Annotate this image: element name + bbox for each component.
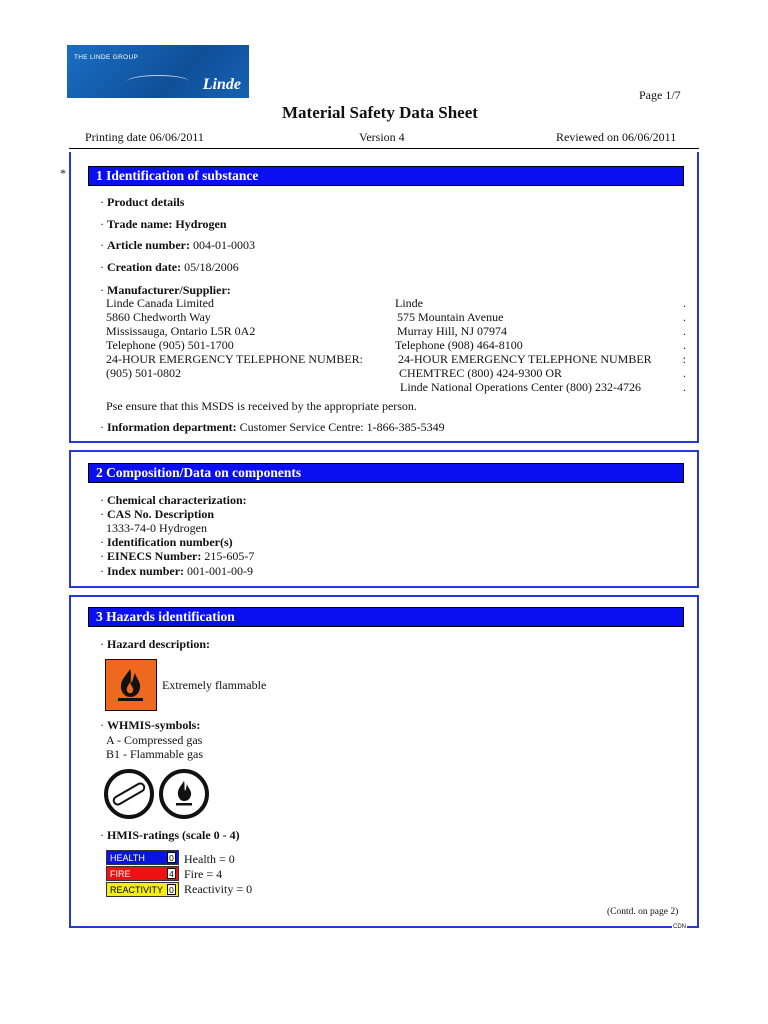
hmis-fire-text: Fire = 4 — [184, 867, 223, 881]
whmis-a: A - Compressed gas — [106, 733, 203, 747]
creation-date: · Creation date: 05/18/2006 — [100, 260, 239, 274]
hmis-health-text: Health = 0 — [184, 852, 235, 866]
hmis-health — [106, 850, 179, 865]
hmis-fire-value: 4 — [167, 868, 176, 879]
article-number: · Article number: 004-01-0003 — [100, 238, 255, 252]
supplier-canada-line: 24-HOUR EMERGENCY TELEPHONE NUMBER: — [106, 352, 363, 366]
supplier-us-line: 575 Mountain Avenue — [397, 310, 504, 324]
mark: . — [683, 380, 686, 394]
msds-note: Pse ensure that this MSDS is received by the appropriate person. — [106, 399, 417, 413]
document-title: Material Safety Data Sheet — [282, 103, 478, 122]
header-rule — [69, 148, 699, 149]
supplier-canada-line: Linde Canada Limited — [106, 296, 214, 310]
supplier-us — [395, 296, 652, 394]
linde-logo — [67, 45, 249, 98]
information-department: · Information department: Customer Service Centre: 1-866-385-5349 — [100, 420, 445, 434]
logo-group-text: THE LINDE GROUP — [74, 54, 139, 61]
mark: : — [682, 352, 686, 366]
cas-description: · CAS No. Description — [100, 507, 214, 521]
revision-mark: * — [60, 166, 66, 180]
hazard-description: · Hazard description: — [100, 637, 210, 651]
hmis-reactivity-value: 0 — [167, 884, 176, 895]
section-1-heading: 1 Identification of substance — [88, 166, 684, 186]
supplier-us-line: CHEMTREC (800) 424-9300 OR — [399, 366, 562, 380]
hmis-reactivity — [106, 882, 179, 897]
flammable-text: Extremely flammable — [162, 678, 267, 692]
supplier-us-line: Linde National Operations Center (800) 232-4726 — [400, 380, 641, 394]
trade-name: · Trade name: Hydrogen — [100, 217, 227, 231]
mark: . — [683, 310, 686, 324]
mark: . — [683, 338, 686, 352]
hmis-label: · HMIS-ratings (scale 0 - 4) — [100, 828, 240, 842]
product-details: · Product details — [100, 195, 185, 209]
supplier-us-line: Murray Hill, NJ 07974 — [397, 324, 507, 338]
manufacturer-label: · Manufacturer/Supplier: — [100, 283, 231, 297]
logo-brand-text: Linde — [202, 76, 241, 93]
supplier-us-line: Linde — [395, 296, 423, 310]
supplier-canada — [106, 296, 363, 380]
supplier-us-line: Telephone (908) 464-8100 — [395, 338, 523, 352]
cas-line: 1333-74-0 Hydrogen — [106, 521, 207, 535]
whmis-label: · WHMIS-symbols: — [100, 718, 201, 732]
printing-date: Printing date 06/06/2011 — [85, 130, 204, 144]
mark: . — [683, 296, 686, 310]
hmis-health-label: HEALTH — [110, 853, 145, 863]
version: Version 4 — [359, 130, 405, 144]
supplier-canada-line: Telephone (905) 501-1700 — [106, 338, 234, 352]
supplier-us-marks — [678, 296, 686, 394]
einecs-number: · EINECS Number: 215-605-7 — [100, 549, 255, 563]
chemical-characterization: · Chemical characterization: — [100, 493, 247, 507]
whmis-b: B1 - Flammable gas — [106, 747, 203, 761]
supplier-canada-line: 5860 Chedworth Way — [106, 310, 211, 324]
compressed-gas-icon — [103, 768, 155, 820]
supplier-canada-line: Mississauga, Ontario L5R 0A2 — [106, 324, 256, 338]
mark: . — [683, 366, 686, 380]
hmis-fire-label: FIRE — [110, 869, 131, 879]
page-number: Page 1/7 — [639, 88, 681, 102]
logo-swoosh — [127, 75, 189, 88]
hmis-health-value: 0 — [167, 852, 176, 863]
flammable-pictogram — [105, 659, 157, 711]
supplier-canada-line: (905) 501-0802 — [106, 366, 181, 380]
section-2-heading: 2 Composition/Data on components — [88, 463, 684, 483]
reviewed-date: Reviewed on 06/06/2011 — [556, 130, 677, 144]
country-code: CDN — [673, 924, 686, 930]
mark: . — [683, 324, 686, 338]
section-3-heading: 3 Hazards identification — [88, 607, 684, 627]
hmis-reactivity-text: Reactivity = 0 — [184, 882, 253, 896]
identification-numbers: · Identification number(s) — [100, 535, 233, 549]
hmis-reactivity-label: REACTIVITY — [110, 885, 164, 895]
flammable-gas-icon — [158, 768, 210, 820]
hmis-fire — [106, 866, 179, 881]
index-number: · Index number: 001-001-00-9 — [100, 564, 254, 578]
supplier-us-line: 24-HOUR EMERGENCY TELEPHONE NUMBER — [398, 352, 652, 366]
flame-icon — [106, 660, 155, 709]
continued-note: (Contd. on page 2) — [607, 907, 679, 917]
